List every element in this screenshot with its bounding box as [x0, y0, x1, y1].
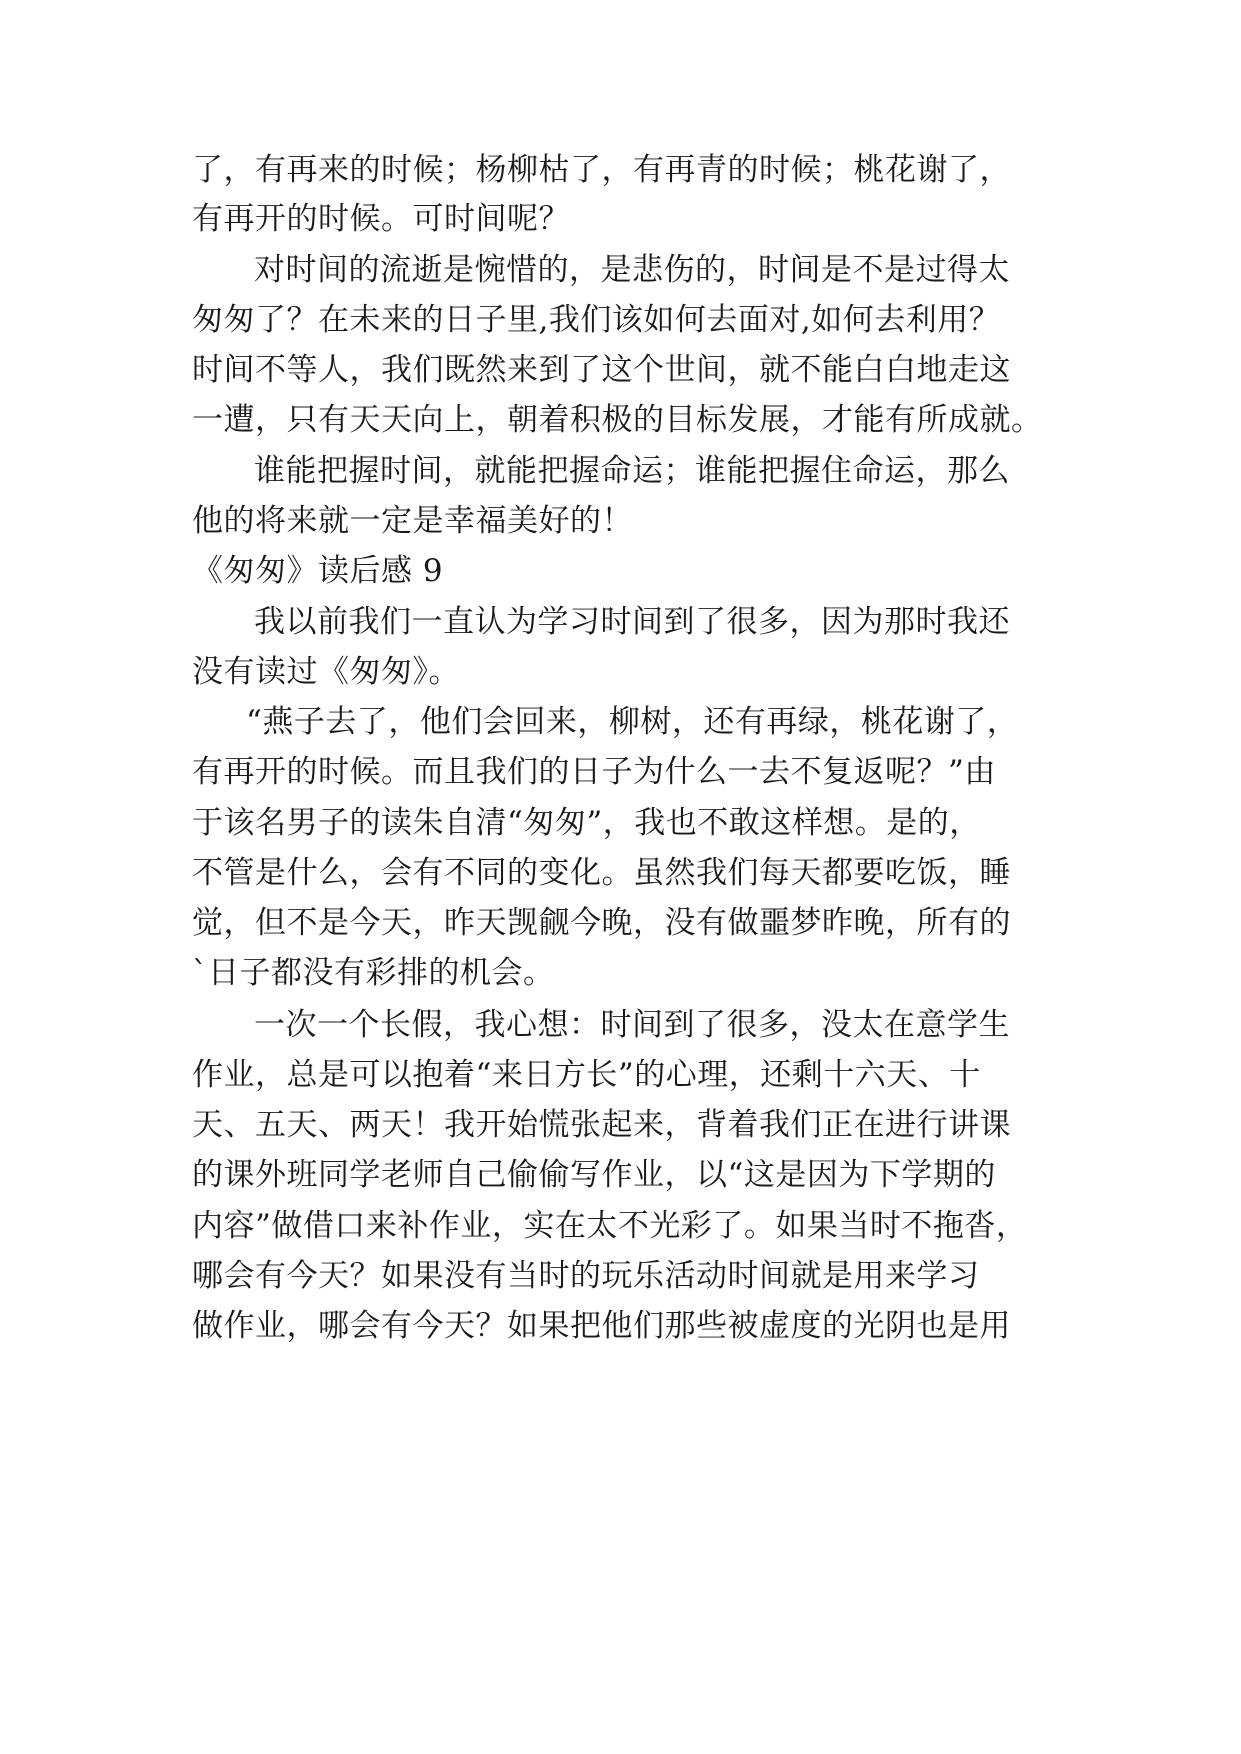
text-line: 一遭，只有天天向上，朝着积极的目标发展，才能有所成就。: [192, 402, 1043, 438]
text-line: 了，有再来的时候；杨柳枯了，有再青的时候；桃花谢了，: [192, 152, 1011, 188]
text-line: 哪会有今天？如果没有当时的玩乐活动时间就是用来学习: [192, 1258, 980, 1294]
text-line: 不管是什么，会有不同的变化。虽然我们每天都要吃饭，睡: [192, 855, 1011, 891]
text-line: 于该名男子的读朱自清“匆匆”，我也不敢这样想。是的，: [192, 805, 981, 841]
text-line: 没有读过《匆匆》。: [192, 654, 460, 690]
paragraph-start-line: 对时间的流逝是惋惜的，是悲伤的，时间是不是过得太: [254, 252, 1010, 288]
text-line: 作业，总是可以抱着“来日方长”的心理，还剩十六天、十: [192, 1057, 981, 1093]
text-line: 做作业，哪会有今天？如果把他们那些被虚度的光阴也是用: [192, 1308, 1011, 1344]
text-line: 匆匆了？在未来的日子里,我们该如何去面对,如何去利用？: [192, 302, 1001, 338]
paragraph-start-line: 一次一个长假，我心想：时间到了很多，没太在意学生: [254, 1007, 1010, 1043]
text-line: 天、五天、两天！我开始慌张起来，背着我们正在进行讲课: [192, 1107, 1011, 1143]
text-line: 他的将来就一定是幸福美好的！: [192, 503, 633, 539]
section-title: 《匆匆》读后感 9: [192, 553, 444, 589]
text-line: 有再开的时候。可时间呢？: [192, 201, 570, 237]
text-line: 内容”做借口来补作业，实在太不光彩了。如果当时不拖沓，: [192, 1208, 1028, 1244]
paragraph-start-line: 谁能把握时间，就能把握命运；谁能把握住命运，那么: [254, 453, 1010, 489]
text-line: 有再开的时候。而且我们的日子为什么一去不复返呢？”由: [192, 754, 996, 790]
text-line: `日子都没有彩排的机会。: [192, 955, 555, 991]
text-line: 觉，但不是今天，昨天觊觎今晚，没有做噩梦昨晚，所有的: [192, 905, 1011, 941]
paragraph-start-line: “燕子去了，他们会回来，柳树，还有再绿，桃花谢了，: [246, 704, 1019, 740]
text-line: 时间不等人，我们既然来到了这个世间，就不能白白地走这: [192, 352, 1011, 388]
text-line: 的课外班同学老师自己偷偷写作业，以“这是因为下学期的: [192, 1157, 996, 1193]
paragraph-start-line: 我以前我们一直认为学习时间到了很多，因为那时我还: [254, 604, 1010, 640]
